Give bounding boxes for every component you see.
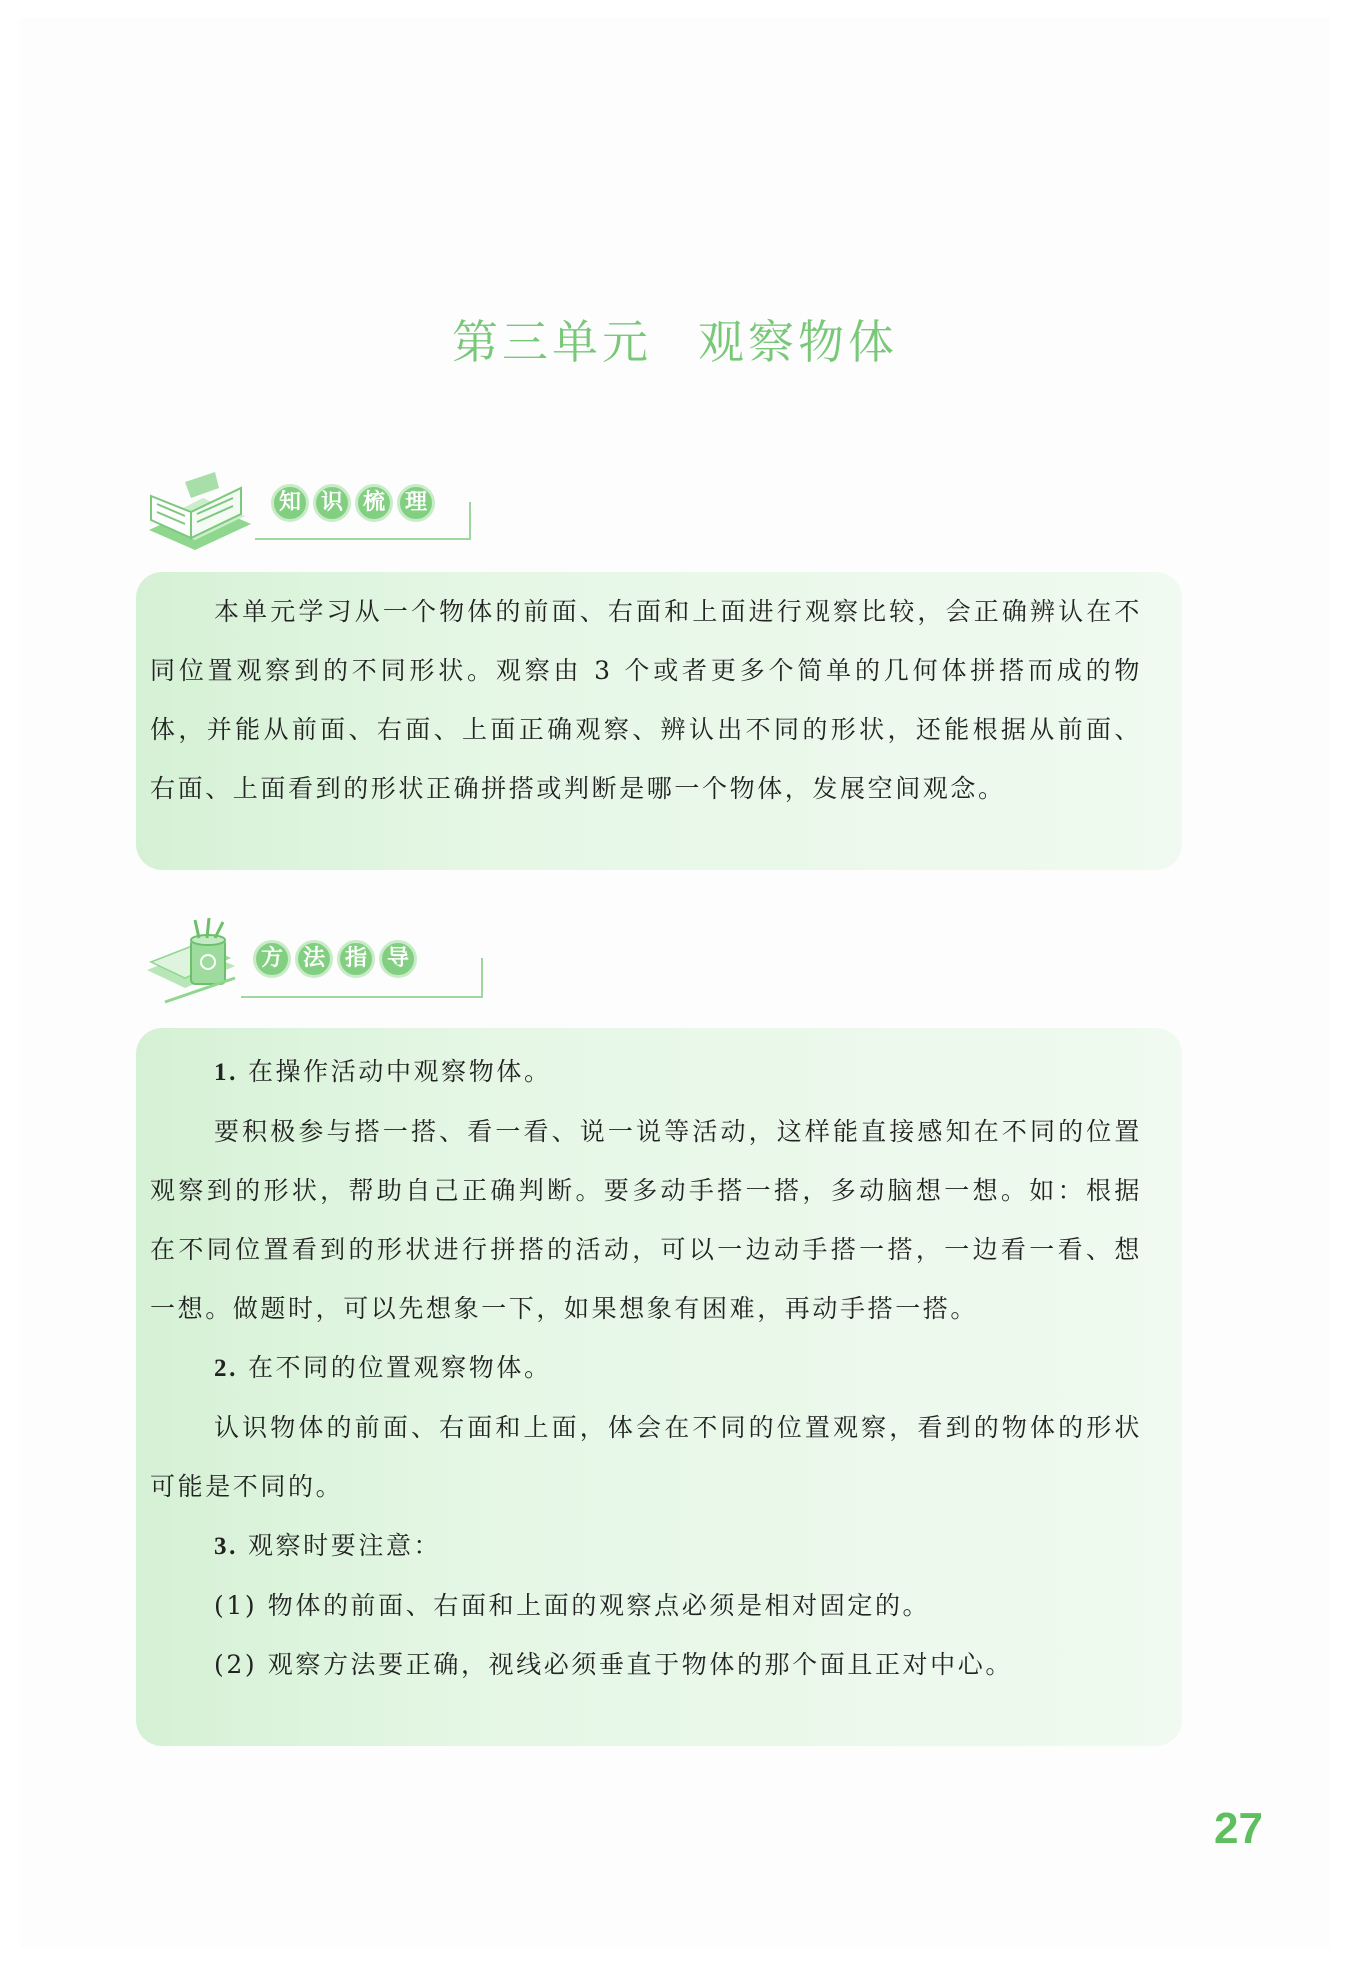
header-underline-tick	[481, 958, 483, 998]
point-3-item-2: (2) 观察方法要正确，视线必须垂直于物体的那个面且正对中心。	[214, 1650, 1013, 1679]
title-char: 知	[271, 484, 309, 522]
title-char: 法	[295, 940, 333, 978]
point-2-body: 认识物体的前面、右面和上面，体会在不同的位置观察，看到的物体的形状可能是不同的。	[150, 1413, 1142, 1501]
open-book-icon	[145, 468, 255, 558]
header-underline	[255, 538, 471, 540]
point-3-item-1: (1) 物体的前面、右面和上面的观察点必须是相对固定的。	[214, 1591, 931, 1620]
pencil-cup-icon	[145, 918, 255, 1008]
point-title: 在不同的位置观察物体。	[247, 1353, 552, 1382]
title-char: 识	[313, 484, 351, 522]
section-title-knowledge	[271, 484, 435, 522]
section-header-method	[145, 918, 475, 1008]
header-underline-tick	[469, 502, 471, 540]
method-panel	[136, 1028, 1182, 1746]
section-title-method	[253, 940, 417, 978]
unit-title-topic: 观察物体	[698, 315, 898, 369]
title-char: 导	[379, 940, 417, 978]
unit-title	[0, 306, 1350, 372]
point-3-heading	[150, 1516, 1142, 1576]
point-number: 1.	[214, 1059, 238, 1086]
point-title: 观察时要注意：	[247, 1531, 442, 1560]
header-underline	[241, 996, 483, 998]
title-char: 梳	[355, 484, 393, 522]
title-char: 方	[253, 940, 291, 978]
page-number: 27	[1214, 1804, 1263, 1853]
knowledge-paragraph: 本单元学习从一个物体的前面、右面和上面进行观察比较，会正确辨认在不同位置观察到的不同形状。观察由 3 个或者更多个简单的几何体拼搭而成的物体，并能从前面、右面、上面正确观察、辨认出不同的形状，还能根据从前面、右面、上面看到的形状正确拼搭或判断是哪一个物体，发展空间观念。	[150, 597, 1142, 803]
point-number: 2.	[214, 1355, 238, 1382]
section-header-knowledge	[145, 468, 475, 558]
title-char: 理	[397, 484, 435, 522]
unit-title-number: 第三单元	[452, 315, 652, 369]
point-title: 在操作活动中观察物体。	[247, 1057, 552, 1086]
knowledge-panel	[136, 572, 1182, 870]
point-number: 3.	[214, 1533, 238, 1560]
point-1-heading	[150, 1042, 1142, 1102]
title-char: 指	[337, 940, 375, 978]
point-1-body: 要积极参与搭一搭、看一看、说一说等活动，这样能直接感知在不同的位置观察到的形状，帮助自己正确判断。要多动手搭一搭，多动脑想一想。如：根据在不同位置看到的形状进行拼搭的活动，可以一边动手搭一搭，一边看一看、想一想。做题时，可以先想象一下，如果想象有困难，再动手搭一搭。	[150, 1117, 1142, 1323]
point-2-heading	[150, 1338, 1142, 1398]
